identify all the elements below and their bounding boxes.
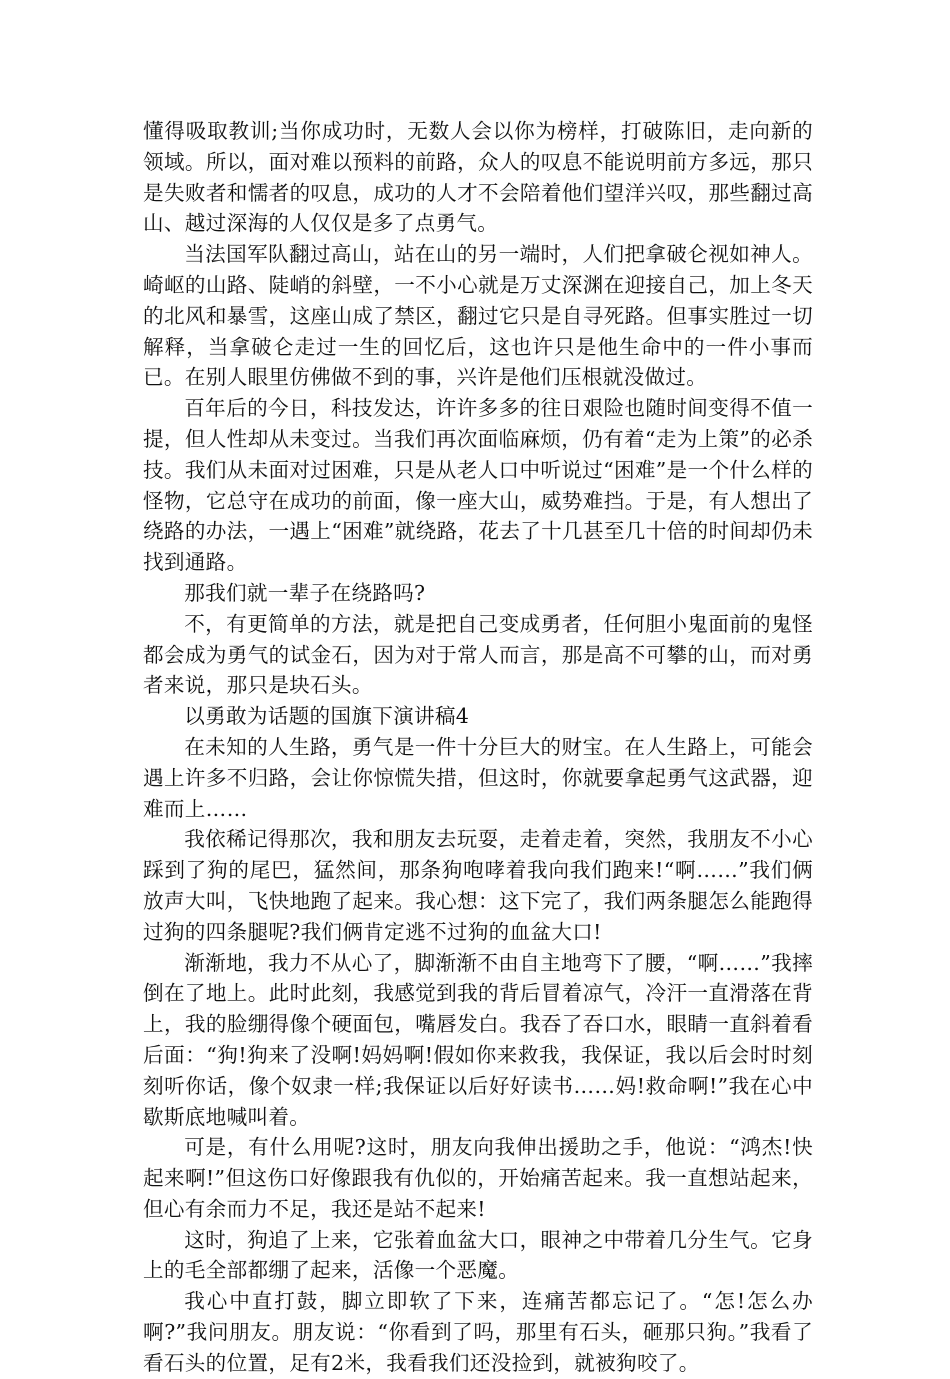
paragraph-5: 不，有更简单的方法，就是把自己变成勇者，任何胆小鬼面前的鬼怪都会成为勇气的试金石，因为对于常人而言，那是高不可攀的山，而对勇者来说，那只是块石头。 bbox=[143, 611, 813, 698]
document-body bbox=[143, 116, 813, 1379]
paragraph-11: 这时，狗追了上来，它张着血盆大口，眼神之中带着几分生气。它身上的毛全部都绷了起来，活像一个恶魔。 bbox=[143, 1227, 813, 1283]
paragraph-4: 那我们就一辈子在绕路吗? bbox=[184, 580, 426, 605]
paragraph-2: 当法国军队翻过高山，站在山的另一端时，人们把拿破仑视如神人。崎岖的山路、陡峭的斜壁，一不小心就是万丈深渊在迎接自己，加上冬天的北风和暴雪，这座山成了禁区，翻过它只是自寻死路。但事实胜过一切解释，当拿破仑走过一生的回忆后，这也许只是他生命中的一件小事而已。在别人眼里仿佛做不到的事，兴许是他们压根就没做过。 bbox=[143, 242, 813, 390]
paragraph-7: 在未知的人生路，勇气是一件十分巨大的财宝。在人生路上，可能会遇上许多不归路，会让你惊慌失措，但这时，你就要拿起勇气这武器，迎难而上…… bbox=[143, 734, 813, 821]
paragraph-1: 懂得吸取教训;当你成功时，无数人会以你为榜样，打破陈旧，走向新的领域。所以，面对难以预料的前路，众人的叹息不能说明前方多远，那只是失败者和懦者的叹息，成功的人才不会陪着他们望洋兴叹，那些翻过高山、越过深海的人仅仅是多了点勇气。 bbox=[143, 119, 813, 236]
paragraph-8: 我依稀记得那次，我和朋友去玩耍，走着走着，突然，我朋友不小心踩到了狗的尾巴，猛然间，那条狗咆哮着我向我们跑来!“啊……”我们俩放声大叫，飞快地跑了起来。我心想：这下完了，我们两条腿怎么能跑得过狗的四条腿呢?我们俩肯定逃不过狗的血盆大口! bbox=[143, 827, 813, 944]
paragraph-10: 可是，有什么用呢?这时，朋友向我伸出援助之手，他说：“鸿杰!快起来啊!”但这伤口好像跟我有仇似的，开始痛苦起来。我一直想站起来，但心有余而力不足，我还是站不起来! bbox=[143, 1135, 813, 1221]
paragraph-12: 我心中直打鼓，脚立即软了下来，连痛苦都忘记了。“怎!怎么办啊?”我问朋友。朋友说：“你看到了吗，那里有石头，砸那只狗。”我看了看石头的位置，足有2米，我看我们还没捡到，就被狗咬了。 bbox=[143, 1289, 813, 1375]
section-heading: 以勇敢为话题的国旗下演讲稿4 bbox=[184, 704, 470, 729]
paragraph-3: 百年后的今日，科技发达，许许多多的往日艰险也随时间变得不值一提，但人性却从未变过。当我们再次面临麻烦，仍有着“走为上策”的必杀技。我们从未面对过困难，只是从老人口中听说过“困难”是一个什么样的怪物，它总守在成功的前面，像一座大山，威势难挡。于是，有人想出了绕路的办法，一遇上“困难”就绕路，花去了十几甚至几十倍的时间却仍未找到通路。 bbox=[143, 396, 813, 575]
paragraph-9: 渐渐地，我力不从心了，脚渐渐不由自主地弯下了腰，“啊……”我摔倒在了地上。此时此刻，我感觉到我的背后冒着凉气，冷汗一直滑落在背上，我的脸绷得像个硬面包，嘴唇发白。我吞了吞口水，眼睛一直斜着看后面：“狗!狗来了没啊!妈妈啊!假如你来救我，我保证，我以后会时时刻刻听你话，像个奴隶一样;我保证以后好好读书……妈!救命啊!”我在心中歇斯底地喊叫着。 bbox=[143, 950, 813, 1129]
